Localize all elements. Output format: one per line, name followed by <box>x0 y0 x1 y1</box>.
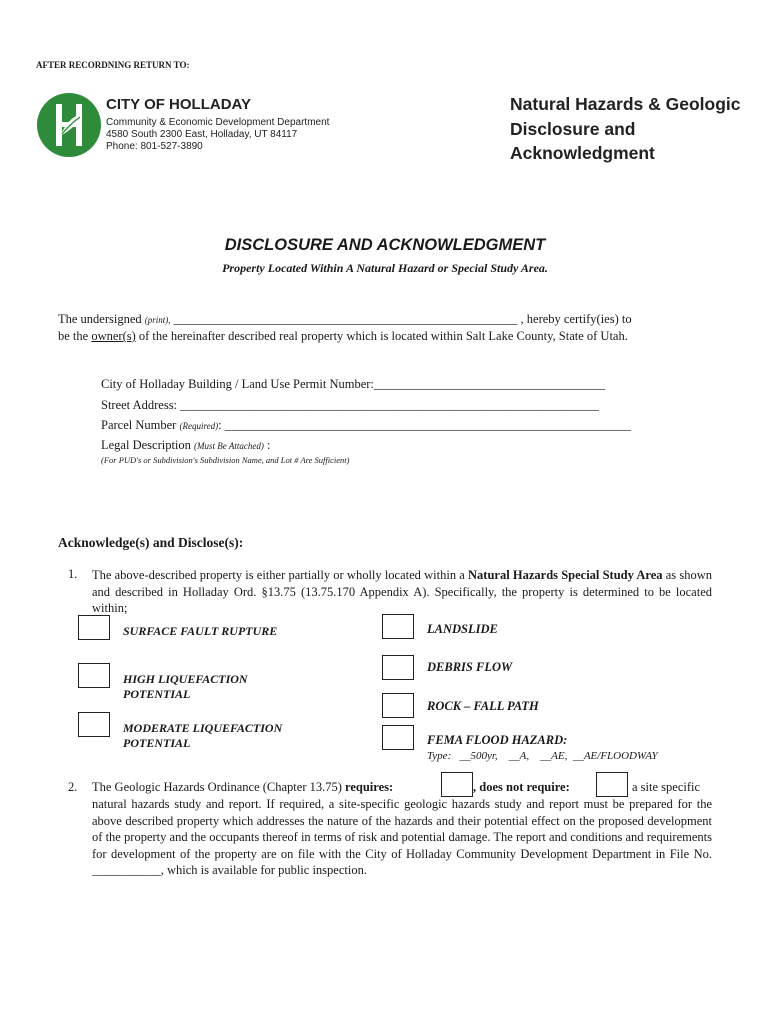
debris-flow-label: DEBRIS FLOW <box>427 660 513 674</box>
item-1-text <box>92 567 712 617</box>
permit-number-field[interactable]: City of Holladay Building / Land Use Permit Number:_____________________________________ <box>101 377 606 391</box>
moderate-liquefaction-label <box>123 721 282 751</box>
city-phone: Phone: 801-527-3890 <box>106 141 203 152</box>
parcel-required-hint: (Required) <box>179 421 219 431</box>
undersigned-name-field[interactable]: _______________________________________________________ <box>173 312 518 326</box>
item-1-bold: Natural Hazards Special Study Area <box>468 568 663 582</box>
fema-flood-label: FEMA FLOOD HAZARD: <box>427 733 568 747</box>
undersigned-line <box>58 312 714 327</box>
legal-attached-hint: (Must Be Attached) <box>194 441 264 451</box>
rock-fall-checkbox[interactable] <box>382 693 414 718</box>
item-2-number: 2. <box>68 780 78 794</box>
surface-fault-label: SURFACE FAULT RUPTURE <box>123 624 278 638</box>
department-name: Community & Economic Development Department <box>106 117 330 128</box>
fema-flood-checkbox[interactable] <box>382 725 414 750</box>
landslide-label: LANDSLIDE <box>427 622 498 636</box>
high-liquefaction-label <box>123 672 248 702</box>
city-address: 4580 South 2300 East, Holladay, UT 84117 <box>106 129 298 140</box>
document-title-line-2: Disclosure and <box>510 118 636 139</box>
legal-colon: : <box>266 438 271 452</box>
site-specific-text: a site specific <box>632 780 701 794</box>
surface-fault-checkbox[interactable] <box>78 615 110 640</box>
item-2-text: natural hazards study and report. If required, a site-specific geologic hazards study and report must be prepared for the above described property which addresses the nature of the hazards and their potential effect on the proposed development of the property and the occupants thereof in terms of risk and potential damage. The report and conditions and requirements for development of the property are on file with the City of Holladay Community Development Department in File No. ___________, which is available for public inspection. <box>92 797 712 877</box>
legal-label: Legal Description <box>101 438 191 452</box>
does-not-require-label: , does not require: <box>473 780 570 794</box>
page-heading: DISCLOSURE AND ACKNOWLEDGMENT <box>224 236 546 254</box>
moderate-liquefaction-checkbox[interactable] <box>78 712 110 737</box>
fema-type-options[interactable]: Type: __500yr, __A, __AE, __AE/FLOODWAY <box>427 750 658 762</box>
moderate-liquefaction-line-1: MODERATE LIQUEFACTION <box>123 721 283 735</box>
landslide-checkbox[interactable] <box>382 614 414 639</box>
street-address-field[interactable]: Street Address: ___________________________________________________________________ <box>101 398 599 412</box>
owner-underlined: owner(s) <box>91 329 136 343</box>
page-subheading: Property Located Within A Natural Hazard or Special Study Area. <box>222 261 548 275</box>
item-2-text-a: The Geologic Hazards Ordinance (Chapter 13.75) <box>92 780 342 794</box>
high-liquefaction-checkbox[interactable] <box>78 663 110 688</box>
city-logo <box>36 92 102 158</box>
item-1-text-b: as shown and described in Holladay Ord. §13.75 (13.75.170 Appendix A). Specifically, the property is determined to be located within; <box>92 568 712 615</box>
parcel-number-field[interactable] <box>101 418 631 433</box>
does-not-require-checkbox[interactable] <box>596 772 628 797</box>
item-1-text-a: The above-described property is either partially or wholly located within a <box>92 568 465 582</box>
legal-description-line <box>101 438 270 453</box>
item-1-number: 1. <box>68 567 78 581</box>
item-2-first-line <box>92 780 393 795</box>
certify-text: , hereby certify(ies) to <box>520 312 632 326</box>
requires-checkbox[interactable] <box>441 772 473 797</box>
document-title-line-3: Acknowledgment <box>510 143 655 163</box>
document-title-line-1: Natural Hazards & Geologic <box>510 94 741 114</box>
requires-label: requires: <box>345 780 394 794</box>
high-liquefaction-line-1: HIGH LIQUEFACTION <box>123 672 248 686</box>
high-liquefaction-line-2: POTENTIAL <box>123 687 191 701</box>
after-recording-label: AFTER RECORDNING RETURN TO: <box>36 60 190 70</box>
acknowledge-heading: Acknowledge(s) and Disclose(s): <box>58 535 244 550</box>
owner-text-b: of the hereinafter described real property which is located within Salt Lake County, State of Utah. <box>138 329 628 343</box>
debris-flow-checkbox[interactable] <box>382 655 414 680</box>
undersigned-text: The undersigned <box>58 312 142 326</box>
print-hint: (print), <box>144 315 171 325</box>
parcel-blank[interactable]: : _________________________________________________________________ <box>218 418 631 432</box>
city-name: CITY OF HOLLADAY <box>106 96 252 113</box>
parcel-label: Parcel Number <box>101 418 177 432</box>
owner-text-a: be the <box>58 329 89 343</box>
rock-fall-label: ROCK – FALL PATH <box>427 699 539 713</box>
holladay-logo-icon <box>36 92 102 158</box>
legal-note: (For PUD's or Subdivision's Subdivision Name, and Lot # Are Sufficient) <box>101 455 350 465</box>
owner-line <box>58 329 628 344</box>
moderate-liquefaction-line-2: POTENTIAL <box>123 736 191 750</box>
document-title <box>510 92 740 166</box>
